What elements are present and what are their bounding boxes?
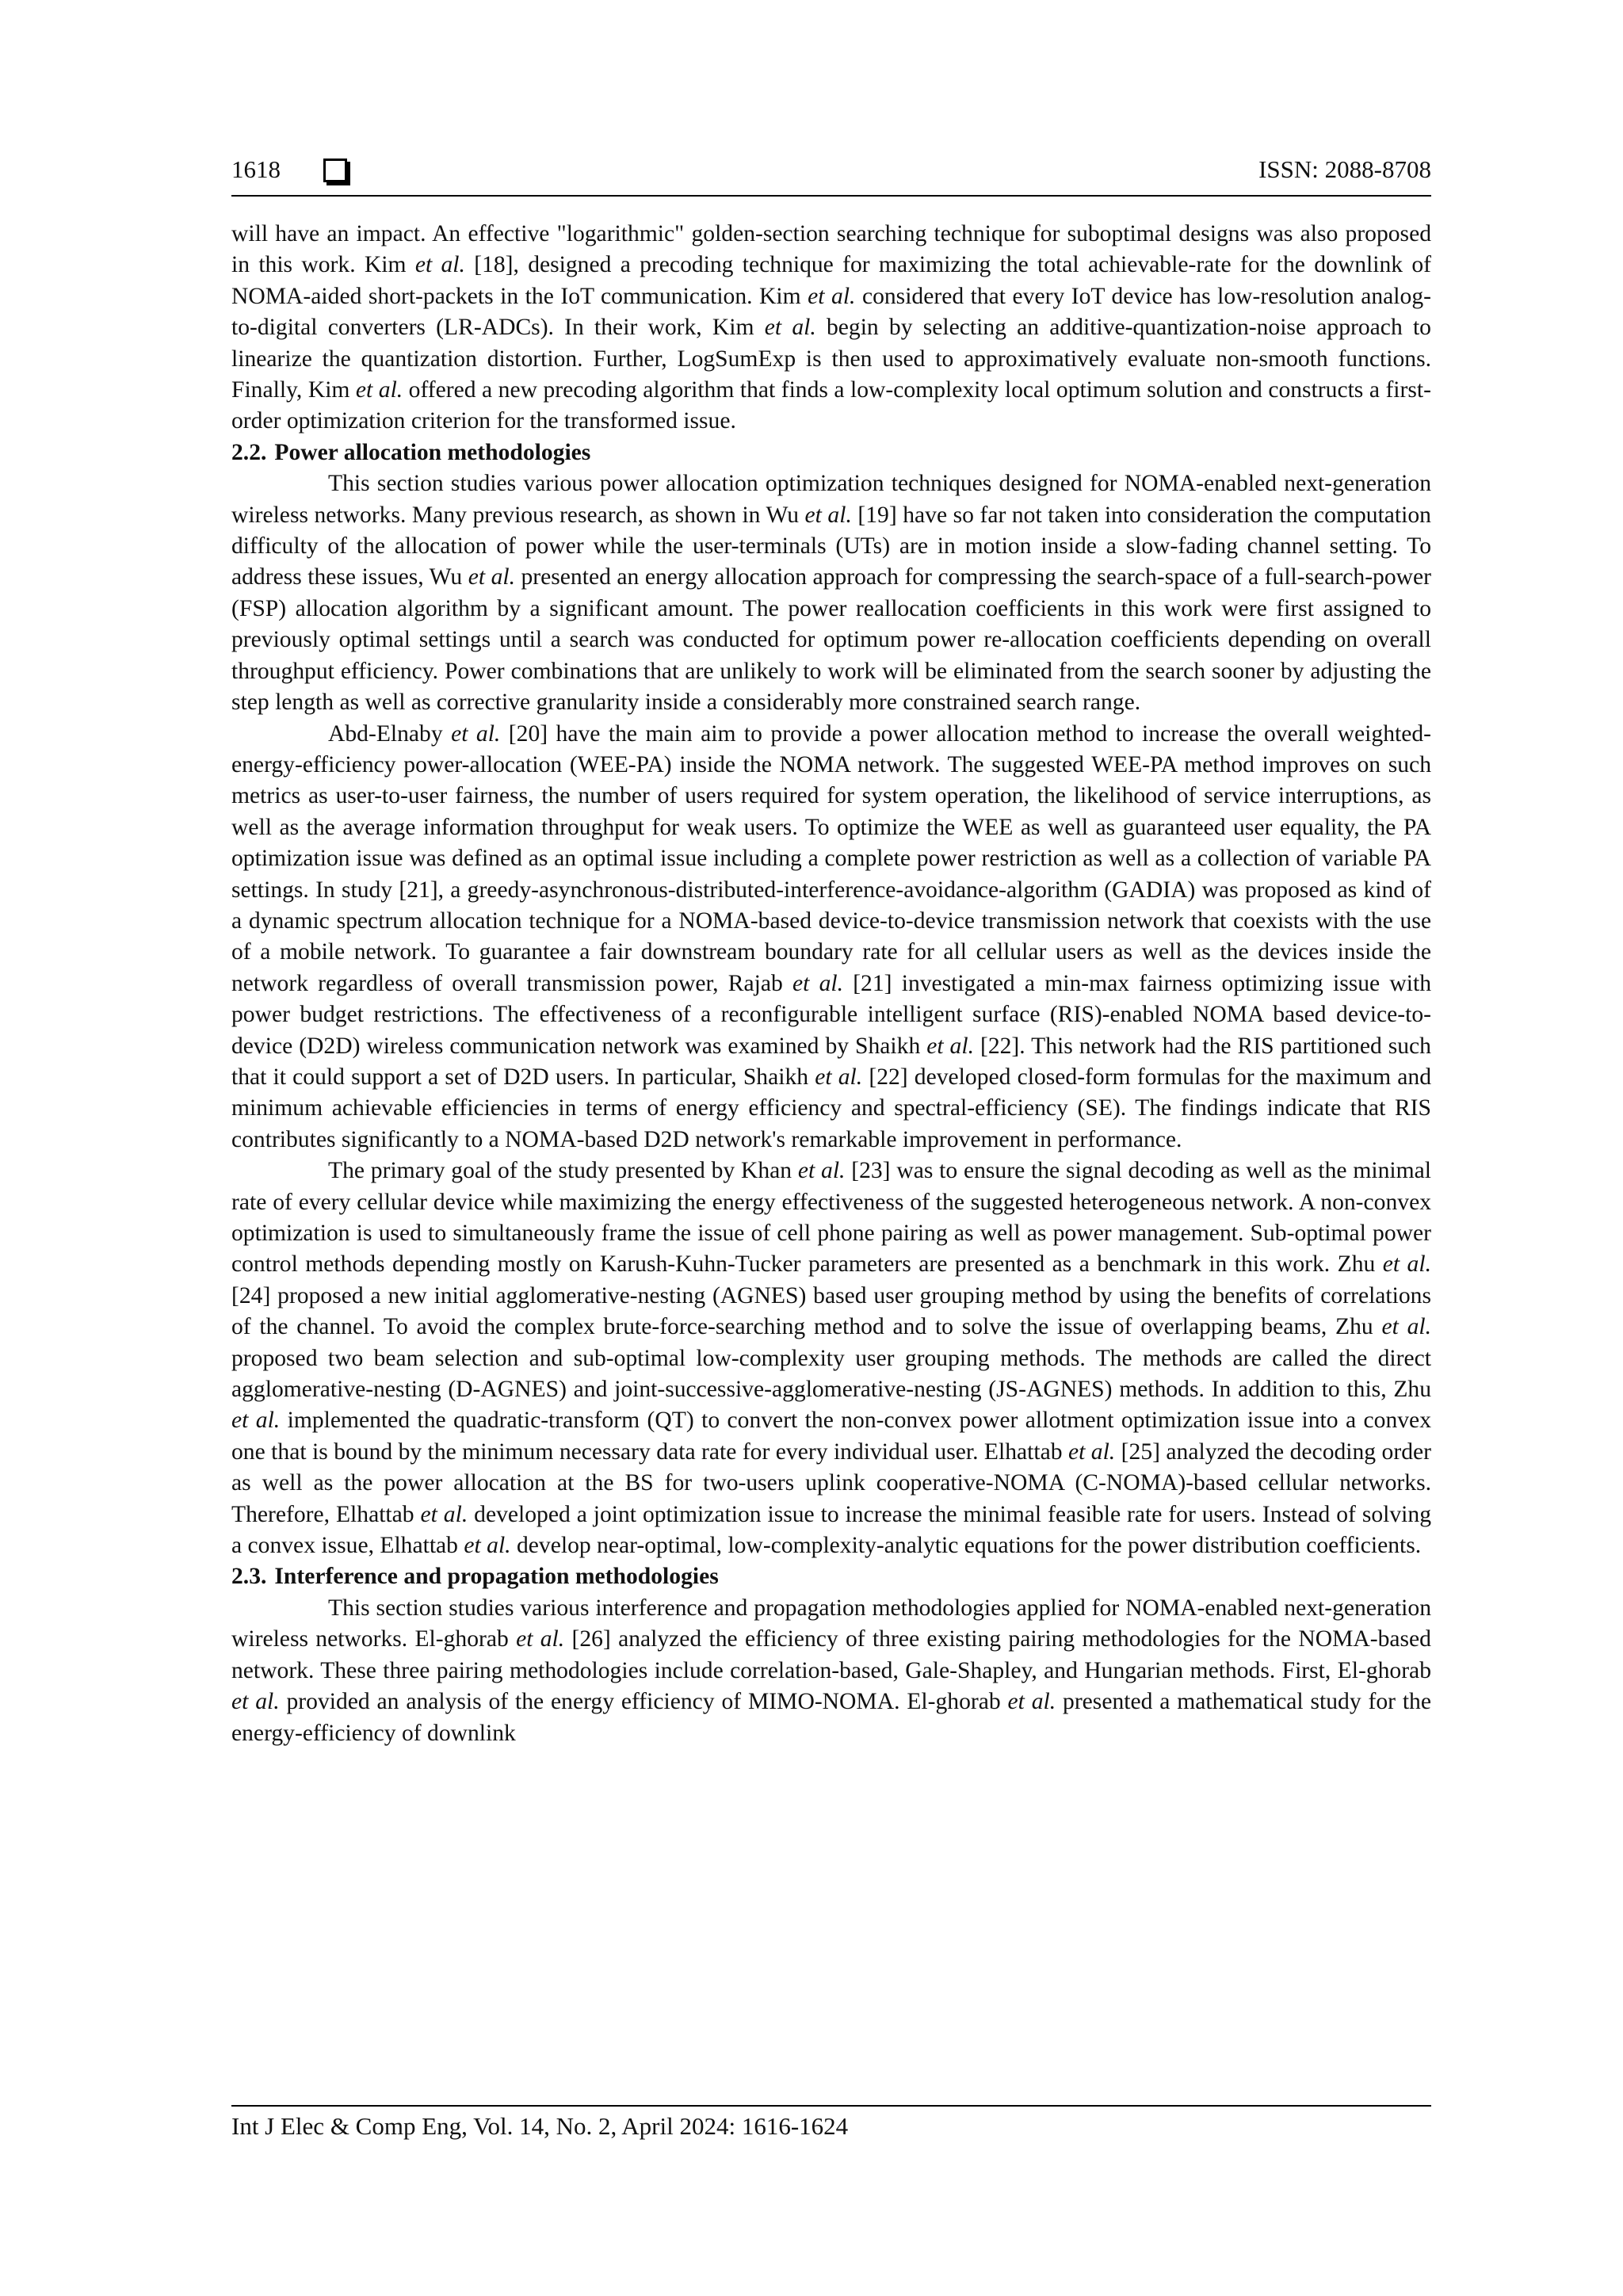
section-heading-2-2: 2.2. Power allocation methodologies (231, 439, 591, 465)
page-header (231, 155, 1431, 197)
issn: ISSN: 2088-8708 (1258, 155, 1431, 183)
footer-journal: Int J Elec & Comp Eng, Vol. 14, No. 2, April 2024: 1616-1624 (231, 2112, 849, 2140)
paragraph: will have an impact. An effective "logarithmic" golden-section searching technique for suboptimal designs was also proposed in this work. Kim et al. [18], designed a precoding technique for maximizing the total achievable-rate for the downlink of NOMA-aided short-packets in the IoT communication. Kim et al. considered that every IoT device has low-resolution analog-to-digital converters (LR-ADCs). In their work, Kim et al. begin by selecting an additive-quantization-noise approach to linearize the quantization distortion. Further, LogSumExp is then used to approximatively evaluate non-smooth functions. Finally, Kim et al. offered a new precoding algorithm that finds a low-complexity local optimum solution and constructs a first-order optimization criterion for the transformed issue. (231, 221, 1431, 434)
page-number: 1618 (231, 155, 281, 183)
paragraph: The primary goal of the study presented by Khan et al. [23] was to ensure the signal decoding as well as the minimal rate of every cellular device while maximizing the energy effectiveness of the suggested heterogeneous network. A non-convex optimization is used to simultaneously frame the issue of cell phone pairing as well as power management. Sub-optimal power control methods depending mostly on Karush-Kuhn-Tucker parameters are presented as a benchmark in this work. Zhu et al. [24] proposed a new initial agglomerative-nesting (AGNES) based user grouping method by using the benefits of correlations of the channel. To avoid the complex brute-force-searching method and to solve the issue of overlapping beams, Zhu et al. proposed two beam selection and sub-optimal low-complexity user grouping methods. The methods are called the direct agglomerative-nesting (D-AGNES) and joint-successive-agglomerative-nesting (JS-AGNES) methods. In addition to this, Zhu et al. implemented the quadratic-transform (QT) to convert the non-convex power allotment optimization issue into a convex one that is bound by the minimum necessary data rate for every individual user. Elhattab et al. [25] analyzed the decoding order as well as the power allocation at the BS for two-users uplink cooperative-NOMA (C-NOMA)-based cellular networks. Therefore, Elhattab et al. developed a joint optimization issue to increase the minimal feasible rate for users. Instead of solving a convex issue, Elhattab et al. develop near-optimal, low-complexity-analytic equations for the power distribution coefficients. (231, 1158, 1431, 1559)
paragraph: Abd-Elnaby et al. [20] have the main aim to provide a power allocation method to increase the overall weighted-energy-efficiency power-allocation (WEE-PA) inside the NOMA network. The suggested WEE-PA method improves on such metrics as user-to-user fairness, the number of users required for system operation, the likelihood of service interruptions, as well as the average information throughput for weak users. To optimize the WEE as well as guaranteed user equality, the PA optimization issue was defined as an optimal issue including a complete power restriction as well as a collection of variable PA settings. In study [21], a greedy-asynchronous-distributed-interference-avoidance-algorithm (GADIA) was proposed as kind of a dynamic spectrum allocation technique for a NOMA-based device-to-device transmission network that coexists with the use of a mobile network. To guarantee a fair downstream boundary rate for all cellular users as well as the devices inside the network regardless of overall transmission power, Rajab et al. [21] investigated a min-max fairness optimizing issue with power budget restrictions. The effectiveness of a reconfigurable intelligent surface (RIS)-enabled NOMA based device-to-device (D2D) wireless communication network was examined by Shaikh et al. [22]. This network had the RIS partitioned such that it could support a set of D2D users. In particular, Shaikh et al. [22] developed closed-form formulas for the maximum and minimum achievable efficiencies in terms of energy efficiency and spectral-efficiency (SE). The findings indicate that RIS contributes significantly to a NOMA-based D2D network's remarkable improvement in performance. (231, 720, 1431, 1152)
footer-rule (231, 2105, 1431, 2107)
box-bullet-icon (323, 159, 347, 182)
section-heading-2-3: 2.3. Interference and propagation methodologies (231, 1564, 719, 1590)
body-text (231, 219, 1431, 1749)
paragraph: This section studies various power allocation optimization techniques designed for NOMA-enabled next-generation wireless networks. Many previous research, as shown in Wu et al. [19] have so far not taken into consideration the computation difficulty of the allocation of power while the user-terminals (UTs) are in motion inside a slow-fading channel setting. To address these issues, Wu et al. presented an energy allocation approach for compressing the search-space of a full-search-power (FSP) allocation algorithm by a significant amount. The power reallocation coefficients in this work were first assigned to previously optimal settings until a search was conducted for optimum power re-allocation coefficients depending on overall throughput efficiency. Power combinations that are unlikely to work will be eliminated from the search sooner by adjusting the step length as well as corrective granularity inside a considerably more constrained search range. (231, 471, 1431, 716)
paragraph: This section studies various interference and propagation methodologies applied for NOMA-enabled next-generation wireless networks. El-ghorab et al. [26] analyzed the efficiency of three existing pairing methodologies for the NOMA-based network. These three pairing methodologies include correlation-based, Gale-Shapley, and Hungarian methods. First, El-ghorab et al. provided an analysis of the energy efficiency of MIMO-NOMA. El-ghorab et al. presented a mathematical study for the energy-efficiency of downlink (231, 1595, 1431, 1746)
